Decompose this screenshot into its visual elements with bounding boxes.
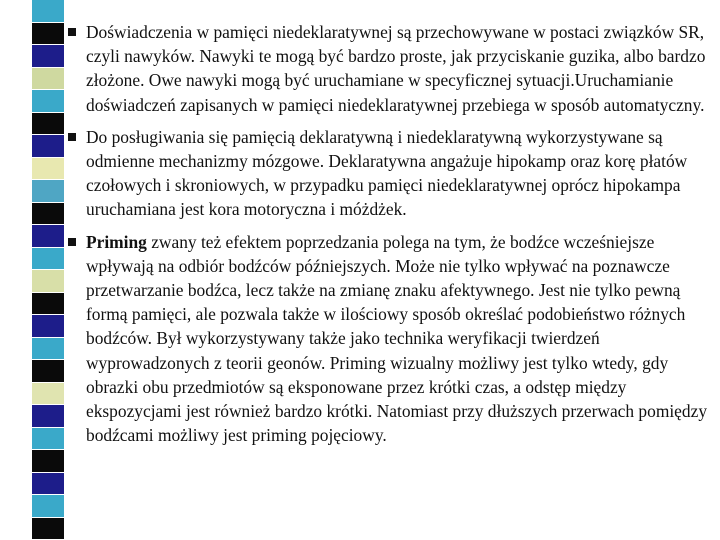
sidebar-block [32, 158, 64, 180]
paragraph-body: zwany też efektem poprzedzania polega na tym, że bodźce wcześniejsze wpływają na odbiór bodźców późniejszych. Może nie tylko wpływać na poznawcze przetwarzanie bodźca, lecz także na zmianę znaku afektywnego. Jest nie tylko pewną formą pamięci, ale pozwala także w ilościowy sposób określać podobieństwo różnych bodźców. Był wykorzystywany także jako technika weryfikacji twierdzeń wyprowadzonych z teorii geonów. Priming wizualny możliwy jest tylko wtedy, gdy obrazki obu przedmiotów są eksponowane przez krótki czas, a odstęp między ekspozycjami jest również bardzo krótki. Natomiast przy dłuższych przerwach pomiędzy bodźcami możliwy jest priming pojęciowy. [86, 231, 708, 446]
sidebar-block [32, 495, 64, 517]
sidebar-block [32, 360, 64, 382]
sidebar-block [32, 338, 64, 360]
paragraph-nondeclarative-memory [68, 20, 713, 117]
sidebar-block [32, 90, 64, 112]
sidebar-block [32, 113, 64, 135]
sidebar-block [32, 248, 64, 270]
decorative-sidebar [0, 0, 68, 540]
sidebar-block [32, 473, 64, 495]
paragraph-priming [68, 230, 713, 448]
sidebar-block [32, 203, 64, 225]
paragraph-text [86, 230, 713, 448]
sidebar-block [32, 293, 64, 315]
sidebar-block [32, 383, 64, 405]
square-bullet-icon [68, 238, 76, 246]
paragraph-text [86, 20, 713, 117]
sidebar-block [32, 135, 64, 157]
sidebar-block [32, 405, 64, 427]
square-bullet-icon [68, 133, 76, 141]
paragraph-text [86, 125, 713, 222]
paragraph-body: Doświadczenia w pamięci niedeklaratywnej są przechowywane w postaci związków SR, czyli nawyków. Nawyki te mogą być bardzo proste, jak przyciskanie guzika, albo bardzo złożone. Owe nawyki mogą być uruchamiane w specyficznej sytuacji.Uruchamianie doświadczeń zapisanych w pamięci niedeklaratywnej przebiega w sposób automatyczny. [86, 22, 706, 115]
sidebar-block [32, 225, 64, 247]
sidebar-block [32, 270, 64, 292]
sidebar-block [32, 180, 64, 202]
sidebar-block [32, 68, 64, 90]
sidebar-block [32, 0, 64, 22]
priming-term: Priming [86, 231, 147, 252]
square-bullet-icon [68, 28, 76, 36]
sidebar-block [32, 23, 64, 45]
paragraph-body: Do posługiwania się pamięcią deklaratywną i niedeklaratywną wykorzystywane są odmienne mechanizmy mózgowe. Deklaratywna angażuje hipokamp oraz korę płatów czołowych i skroniowych, w przypadku pamięci niedeklaratywnej oprócz hipokampa uruchamiana jest kora motoryczna i móżdżek. [86, 126, 688, 220]
sidebar-block [32, 45, 64, 67]
sidebar-block [32, 518, 64, 540]
paragraph-brain-mechanisms [68, 125, 713, 222]
slide-body [68, 20, 713, 455]
sidebar-block [32, 428, 64, 450]
sidebar-block [32, 315, 64, 337]
sidebar-block [32, 450, 64, 472]
